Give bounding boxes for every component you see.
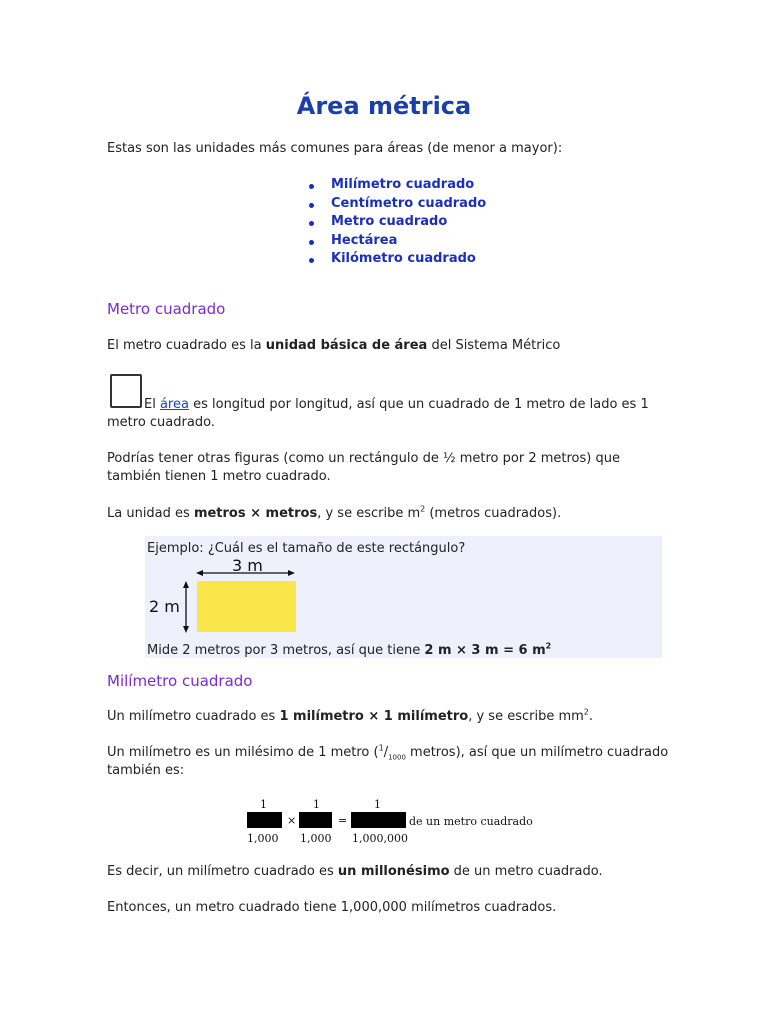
text-span: metros), así que un milímetro cuadrado [405, 745, 669, 760]
milimetro-paragraph-4: Entonces, un metro cuadrado tiene 1,000,000 milímetros cuadrados. [107, 900, 557, 915]
text-span: de un metro cuadrado. [449, 864, 603, 879]
fraction-bar-2 [299, 812, 332, 828]
text-span: es longitud por longitud, así que un cuadrado de 1 metro de lado es 1 [188, 397, 649, 412]
page-title: Área métrica [296, 92, 472, 120]
heading-metro-cuadrado: Metro cuadrado [107, 300, 226, 318]
text-span: (metros cuadrados). [425, 506, 562, 521]
area-link[interactable]: área [159, 397, 189, 412]
bold-text: metros × metros [193, 506, 318, 521]
example-answer [147, 642, 551, 660]
subscript: 1000 [388, 753, 406, 762]
fraction-suffix: de un metro cuadrado [409, 815, 533, 828]
superscript: 2 [583, 707, 589, 717]
list-item[interactable]: Metro cuadrado [306, 213, 486, 232]
text-span: Mide 2 metros por 3 metros, así que tiene [147, 643, 425, 658]
text-span: La unidad es [107, 506, 194, 521]
milimetro-paragraph-3 [107, 863, 603, 881]
text-span: / [383, 745, 389, 760]
list-item[interactable]: Milímetro cuadrado [306, 176, 486, 195]
width-arrow-left [196, 570, 203, 576]
text-span: Es decir, un milímetro cuadrado es [107, 864, 338, 879]
metro-paragraph-4 [107, 505, 561, 523]
text-span: El [144, 397, 160, 412]
metro-paragraph-3b: también tienen 1 metro cuadrado. [107, 469, 331, 484]
equals-sign: = [338, 814, 348, 827]
text-span: El metro cuadrado es la [107, 338, 266, 353]
milimetro-paragraph-1 [107, 708, 593, 726]
milimetro-paragraph-2-cont: también es: [107, 763, 185, 778]
fraction-bar-1 [247, 812, 282, 828]
list-item[interactable]: Kilómetro cuadrado [306, 250, 486, 269]
superscript: 2 [420, 504, 426, 514]
milimetro-paragraph-2 [107, 744, 668, 762]
fraction-bar-3 [351, 812, 406, 828]
height-label: 2 m [149, 597, 180, 616]
numerator-1: 1 [260, 798, 267, 811]
bold-text: 2 m × 3 m = 6 m [424, 643, 546, 658]
text-span: Un milímetro cuadrado es [107, 709, 280, 724]
text-span: , y se escribe mm [468, 709, 584, 724]
superscript: 1 [378, 743, 384, 753]
fraction-equation [244, 796, 534, 848]
heading-milimetro-cuadrado: Milímetro cuadrado [107, 672, 253, 690]
text-span: , y se escribe m [317, 506, 421, 521]
square-icon [110, 374, 142, 408]
list-item[interactable]: Centímetro cuadrado [306, 195, 486, 214]
intro-text: Estas son las unidades más comunes para áreas (de menor a mayor): [107, 141, 563, 156]
numerator-2: 1 [313, 798, 320, 811]
example-rectangle [197, 581, 296, 632]
metro-paragraph-1 [107, 337, 560, 355]
denominator-2: 1,000 [300, 832, 332, 845]
text-span: Un milímetro es un milésimo de 1 metro ( [107, 745, 379, 760]
width-arrow-right [288, 570, 295, 576]
superscript: 2 [545, 641, 552, 651]
width-label: 3 m [232, 556, 263, 575]
bold-text: 1 milímetro × 1 milímetro [279, 709, 469, 724]
height-arrow-bottom [183, 626, 189, 633]
bold-text: unidad básica de área [265, 338, 428, 353]
text-span: del Sistema Métrico [427, 338, 561, 353]
units-list [306, 176, 486, 269]
height-arrow-top [183, 581, 189, 588]
denominator-1: 1,000 [247, 832, 279, 845]
numerator-3: 1 [374, 798, 381, 811]
metro-paragraph-3a: Podrías tener otras figuras (como un rectángulo de ½ metro por 2 metros) que [107, 451, 620, 466]
metro-paragraph-2-cont: metro cuadrado. [107, 415, 215, 430]
metro-paragraph-2 [144, 396, 649, 414]
times-sign: × [287, 814, 297, 827]
text-span: . [588, 709, 594, 724]
denominator-3: 1,000,000 [352, 832, 408, 845]
list-item[interactable]: Hectárea [306, 232, 486, 251]
bold-text: un millonésimo [337, 864, 450, 879]
example-question: Ejemplo: ¿Cuál es el tamaño de este rectángulo? [147, 541, 466, 556]
